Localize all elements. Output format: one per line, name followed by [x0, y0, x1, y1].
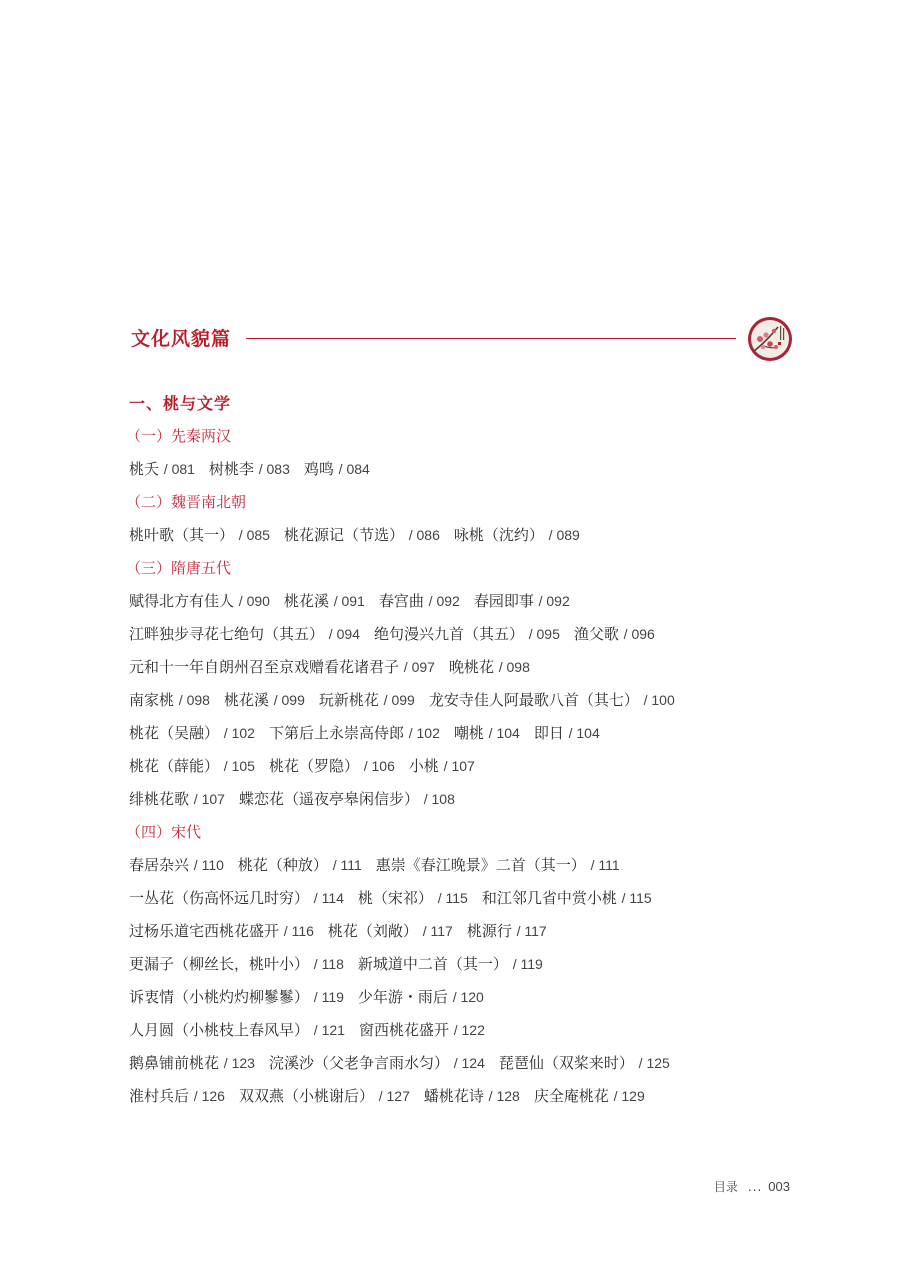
entry-title: 惠崇《春江晚景》二首（其一）: [375, 856, 586, 874]
toc-entry[interactable]: [574, 625, 655, 643]
entry-title: 少年游・雨后: [357, 988, 448, 1006]
entry-title: 桃花溪: [223, 691, 269, 709]
toc-line: [129, 453, 789, 486]
toc-entry[interactable]: [269, 757, 395, 775]
entry-page-number: / 116: [283, 923, 314, 939]
entry-title: 诉衷情（小桃灼灼柳鬖鬖）: [129, 988, 310, 1006]
entry-page-number: / 107: [193, 791, 225, 807]
toc-entry[interactable]: [467, 922, 547, 940]
toc-entry[interactable]: [129, 1021, 345, 1039]
entry-title: 春居杂兴: [129, 856, 190, 874]
entry-title: 江畔独步寻花七绝句（其五）: [129, 625, 325, 643]
toc-line: [129, 981, 789, 1014]
toc-entry[interactable]: [269, 724, 440, 742]
entry-page-number: / 094: [328, 626, 360, 642]
entry-title: 绝句漫兴九首（其五）: [373, 625, 524, 643]
entry-title: 庆全庵桃花: [533, 1087, 609, 1105]
entry-title: 春宫曲: [378, 592, 424, 610]
entry-title: 和江邻几省中赏小桃: [481, 889, 617, 907]
entry-title: 新城道中二首（其一）: [357, 955, 508, 973]
entry-title: 桃叶歌（其一）: [129, 526, 235, 544]
toc-entry[interactable]: [269, 1054, 485, 1072]
toc-entry[interactable]: [534, 724, 600, 742]
entry-page-number: / 089: [548, 527, 580, 543]
entry-title: 春园即事: [473, 592, 534, 610]
entry-page-number: / 119: [313, 989, 344, 1005]
entry-page-number: / 120: [452, 989, 484, 1005]
entry-title: 即日: [533, 724, 564, 742]
subsection-title: （三）隋唐五代: [126, 559, 232, 577]
toc-entry[interactable]: [129, 1087, 225, 1105]
entry-page-number: / 092: [428, 593, 460, 609]
entry-title: 桃花（薛能）: [129, 757, 220, 775]
entry-page-number: / 129: [613, 1088, 645, 1104]
entry-title: 桃花溪: [283, 592, 329, 610]
entry-page-number: / 095: [528, 626, 560, 642]
entry-title: 琵琶仙（双桨来时）: [498, 1054, 634, 1072]
entry-page-number: / 097: [403, 659, 435, 675]
entry-title: 咏桃（沈约）: [453, 526, 544, 544]
subsection-list: [126, 420, 789, 1113]
entry-page-number: / 119: [512, 956, 543, 972]
entry-title: 桃夭: [129, 460, 160, 478]
toc-line: [129, 717, 789, 750]
toc-line: [129, 585, 789, 618]
entry-page-number: / 102: [408, 725, 440, 741]
page-footer: [714, 1178, 790, 1195]
entry-page-number: / 085: [238, 527, 270, 543]
entry-title: 人月圆（小桃枝上春风早）: [129, 1021, 310, 1039]
toc-line: [129, 1080, 789, 1113]
toc-line: [129, 783, 789, 816]
entry-page-number: / 081: [163, 461, 195, 477]
entry-title: 桃花（吴融）: [129, 724, 220, 742]
toc-entry[interactable]: [129, 988, 344, 1006]
entry-title: 桃花（种放）: [237, 856, 328, 874]
toc-entry[interactable]: [129, 526, 270, 544]
entry-page-number: / 099: [383, 692, 415, 708]
toc-entry[interactable]: [284, 592, 365, 610]
footer-label: 目录: [713, 1180, 738, 1194]
entry-page-number: / 104: [568, 725, 600, 741]
entry-page-number: / 117: [422, 923, 453, 939]
entry-page-number: / 099: [273, 692, 305, 708]
header-rule: [246, 338, 736, 339]
entry-title: 蟠桃花诗: [423, 1087, 484, 1105]
entry-page-number: / 126: [193, 1088, 225, 1104]
toc-entry[interactable]: [129, 1054, 255, 1072]
entry-page-number: / 098: [498, 659, 530, 675]
entry-page-number: / 091: [333, 593, 365, 609]
section-title: 文化风貌篇: [131, 328, 232, 350]
toc-line: [129, 948, 789, 981]
entry-page-number: / 118: [313, 956, 344, 972]
toc-line: [129, 882, 789, 915]
toc-entry[interactable]: [359, 1021, 485, 1039]
entry-page-number: / 111: [332, 857, 362, 873]
entry-page-number: / 104: [488, 725, 520, 741]
entry-title: 桃花（罗隐）: [268, 757, 359, 775]
entry-page-number: / 107: [443, 758, 475, 774]
entry-title: 龙安寺佳人阿最歌八首（其七）: [428, 691, 639, 709]
toc-entry[interactable]: [129, 724, 255, 742]
entry-page-number: / 090: [238, 593, 270, 609]
entry-page-number: / 084: [338, 461, 370, 477]
entry-page-number: / 086: [408, 527, 440, 543]
entry-title: 桃（宋祁）: [357, 889, 433, 907]
toc-entry[interactable]: [454, 724, 520, 742]
toc-entry[interactable]: [429, 691, 675, 709]
entry-page-number: / 102: [223, 725, 255, 741]
toc-line: [129, 684, 789, 717]
toc-entry[interactable]: [474, 592, 570, 610]
entry-title: 鹅鼻铺前桃花: [129, 1054, 220, 1072]
toc-line: [129, 849, 789, 882]
entry-title: 一丛花（伤高怀远几时穷）: [129, 889, 310, 907]
toc-line: [129, 1014, 789, 1047]
entry-page-number: / 127: [378, 1088, 410, 1104]
toc-entry[interactable]: [374, 625, 560, 643]
entry-title: 窗西桃花盛开: [358, 1021, 449, 1039]
entry-page-number: / 108: [423, 791, 455, 807]
toc-line: [129, 651, 789, 684]
entry-title: 晚桃花: [448, 658, 494, 676]
entry-title: 桃源行: [466, 922, 512, 940]
entry-title: 赋得北方有佳人: [129, 592, 235, 610]
toc-entry[interactable]: [239, 790, 455, 808]
entry-page-number: / 117: [516, 923, 547, 939]
toc-entry[interactable]: [129, 592, 270, 610]
toc-line: [129, 618, 789, 651]
entry-page-number: / 083: [258, 461, 290, 477]
subsection-title: （一）先秦两汉: [126, 427, 232, 445]
entry-page-number: / 111: [590, 857, 620, 873]
toc-entry[interactable]: [358, 988, 484, 1006]
entry-page-number: / 128: [488, 1088, 520, 1104]
entry-title: 南家桃: [129, 691, 175, 709]
toc-entry[interactable]: [129, 757, 255, 775]
entry-title: 下第后上永崇高侍郎: [268, 724, 404, 742]
entry-title: 玩新桃花: [318, 691, 379, 709]
entry-page-number: / 098: [178, 692, 210, 708]
toc-entry[interactable]: [376, 856, 620, 874]
toc-entry[interactable]: [129, 922, 314, 940]
entry-page-number: / 114: [313, 890, 344, 906]
entry-title: 过杨乐道宅西桃花盛开: [129, 922, 280, 940]
entry-page-number: / 122: [453, 1022, 485, 1038]
entry-title: 浣溪沙（父老争言雨水匀）: [268, 1054, 449, 1072]
entry-title: 渔父歌: [573, 625, 619, 643]
toc-entry[interactable]: [358, 889, 468, 907]
entry-page-number: / 115: [437, 890, 468, 906]
toc-entry[interactable]: [238, 856, 362, 874]
entry-title: 树桃李: [208, 460, 254, 478]
toc-content: [126, 387, 789, 1113]
toc-line: [129, 750, 789, 783]
toc-entry[interactable]: [129, 625, 360, 643]
toc-entry[interactable]: [129, 889, 344, 907]
chapter-heading: 一、桃与文学: [129, 394, 232, 413]
entry-title: 双双燕（小桃谢后）: [238, 1087, 374, 1105]
subsection-title: （二）魏晋南北朝: [126, 493, 247, 511]
toc-entry[interactable]: [224, 691, 305, 709]
toc-line: [129, 519, 789, 552]
toc-entry[interactable]: [449, 658, 530, 676]
toc-entry[interactable]: [482, 889, 652, 907]
entry-title: 鸡鸣: [303, 460, 334, 478]
entry-page-number: / 125: [638, 1055, 670, 1071]
entry-title: 蝶恋花（遥夜亭皋闲信步）: [238, 790, 419, 808]
toc-entry[interactable]: [424, 1087, 520, 1105]
entry-title: 更漏子（柳丝长，桃叶小）: [129, 955, 310, 973]
toc-entry[interactable]: [129, 460, 195, 478]
entry-page-number: / 106: [363, 758, 395, 774]
entry-title: 小桃: [408, 757, 439, 775]
entry-page-number: / 100: [643, 692, 675, 708]
entry-page-number: / 092: [538, 593, 570, 609]
footer-dots: ...: [747, 1180, 763, 1194]
toc-entry[interactable]: [129, 658, 435, 676]
entry-page-number: / 121: [313, 1022, 345, 1038]
entry-page-number: / 123: [223, 1055, 255, 1071]
entry-page-number: / 105: [223, 758, 255, 774]
toc-entry[interactable]: [129, 955, 344, 973]
toc-entry[interactable]: [239, 1087, 410, 1105]
toc-entry[interactable]: [454, 526, 580, 544]
toc-entry[interactable]: [534, 1087, 645, 1105]
entry-title: 绯桃花歌: [129, 790, 190, 808]
toc-entry[interactable]: [129, 691, 210, 709]
toc-entry[interactable]: [409, 757, 475, 775]
toc-entry[interactable]: [499, 1054, 670, 1072]
entry-title: 元和十一年自朗州召至京戏赠看花诸君子: [129, 658, 400, 676]
page-number: 003: [768, 1179, 790, 1194]
toc-entry[interactable]: [328, 922, 453, 940]
entry-title: 嘲桃: [453, 724, 484, 742]
toc-entry[interactable]: [379, 592, 460, 610]
toc-line: [129, 915, 789, 948]
entry-title: 桃花源记（节选）: [283, 526, 404, 544]
toc-entry[interactable]: [358, 955, 543, 973]
entry-page-number: / 110: [193, 857, 224, 873]
plum-blossom-seal-icon: [748, 317, 792, 361]
entry-page-number: / 124: [453, 1055, 485, 1071]
toc-entry[interactable]: [304, 460, 370, 478]
entry-page-number: / 096: [623, 626, 655, 642]
entry-title: 淮村兵后: [129, 1087, 190, 1105]
section-header: [131, 320, 793, 360]
entry-page-number: / 115: [621, 890, 652, 906]
toc-entry[interactable]: [209, 460, 290, 478]
toc-entry[interactable]: [284, 526, 440, 544]
entry-title: 桃花（刘敞）: [327, 922, 418, 940]
toc-line: [129, 1047, 789, 1080]
subsection-title: （四）宋代: [126, 823, 202, 841]
toc-entry[interactable]: [129, 790, 225, 808]
toc-entry[interactable]: [129, 856, 224, 874]
toc-entry[interactable]: [319, 691, 415, 709]
